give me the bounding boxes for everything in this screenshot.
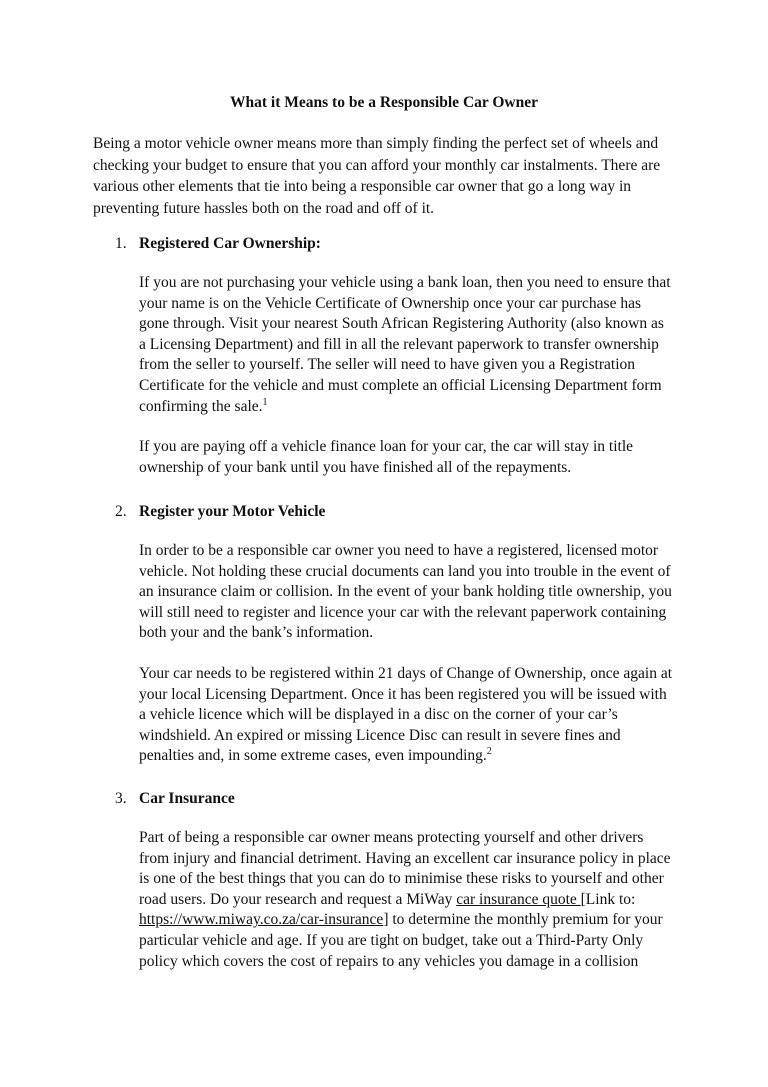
- car-insurance-quote-link[interactable]: car insurance quote: [456, 890, 581, 908]
- paragraph: [139, 273, 684, 417]
- section-heading-text: Car Insurance: [139, 790, 235, 807]
- paragraph-text: If you are not purchasing your vehicle using a bank loan, then you need to ensure that your name is on the Vehicle Certificate of Ownership once your car purchase has gone through. Visit your nearest South African Registering Authority (also known as a Licensing Department) and fill in all the relevant paperwork to transfer ownership from the seller to yourself. The seller will need to have given you a Registration Certificate for the vehicle and must complete an official Licensing Department form confirming the sale.: [139, 274, 671, 415]
- section-car-insurance: [93, 788, 693, 972]
- paragraph-text: ] to determine the monthly premium for your particular vehicle and age. If you are tight on budget, take out a Third-Party Only policy which covers the cost of repairs to any vehicles you damage in a collision: [139, 911, 663, 970]
- document-title: What it Means to be a Responsible Car Owner: [230, 94, 538, 111]
- section-heading-text: Register your Motor Vehicle: [139, 503, 326, 520]
- paragraph: If you are paying off a vehicle finance loan for your car, the car will stay in title ownership of your bank until you have finished all of the repayments.: [139, 438, 634, 476]
- section-number: 2.: [115, 503, 127, 520]
- paragraph-text: Your car needs to be registered within 21 days of Change of Ownership, once again at your local Licensing Department. Once it has been registered you will be issued with a vehicle licence which will be displayed in a disc on the corner of your car’s windshield. An expired or missing Licence Disc can result in severe fines and penalties and, in some extreme cases, even impounding.: [139, 664, 673, 765]
- section-registered-car-ownership: [93, 233, 693, 478]
- footnote-marker: 1: [262, 396, 268, 408]
- paragraph: [139, 664, 684, 767]
- paragraph: [139, 828, 684, 972]
- section-number: 1.: [115, 235, 127, 252]
- section-heading-text: Registered Car Ownership:: [139, 235, 321, 252]
- section-number: 3.: [115, 790, 127, 807]
- section-heading: [93, 501, 693, 522]
- section-register-motor-vehicle: [93, 501, 693, 767]
- paragraph-text: Part of being a responsible car owner means protecting yourself and other drivers from injury and financial detriment. Having an excellent car insurance policy in place is one of the best things that you can do to minimise these risks to yourself and other road users. Do your research and request a MiWay: [139, 829, 671, 908]
- section-heading: [93, 788, 693, 809]
- link-note-open: [Link to:: [580, 890, 636, 908]
- miway-url-link[interactable]: https://www.miway.co.za/car-insurance: [139, 911, 384, 929]
- intro-paragraph: Being a motor vehicle owner means more than simply finding the perfect set of wheels and checking your budget to ensure that you can afford your monthly car instalments. There are various other elements that tie into being a responsible car owner that go a long way in preventing future hassles both on the road and off of it.: [93, 135, 661, 217]
- paragraph: In order to be a responsible car owner you need to have a registered, licensed motor vehicle. Not holding these crucial documents can land you into trouble in the event of an insurance claim or collision. In the event of your bank holding title ownership, you will still need to register and licence your car with the relevant paperwork containing both your and the bank’s information.: [139, 542, 672, 642]
- section-heading: [93, 233, 693, 254]
- footnote-marker: 2: [486, 746, 492, 758]
